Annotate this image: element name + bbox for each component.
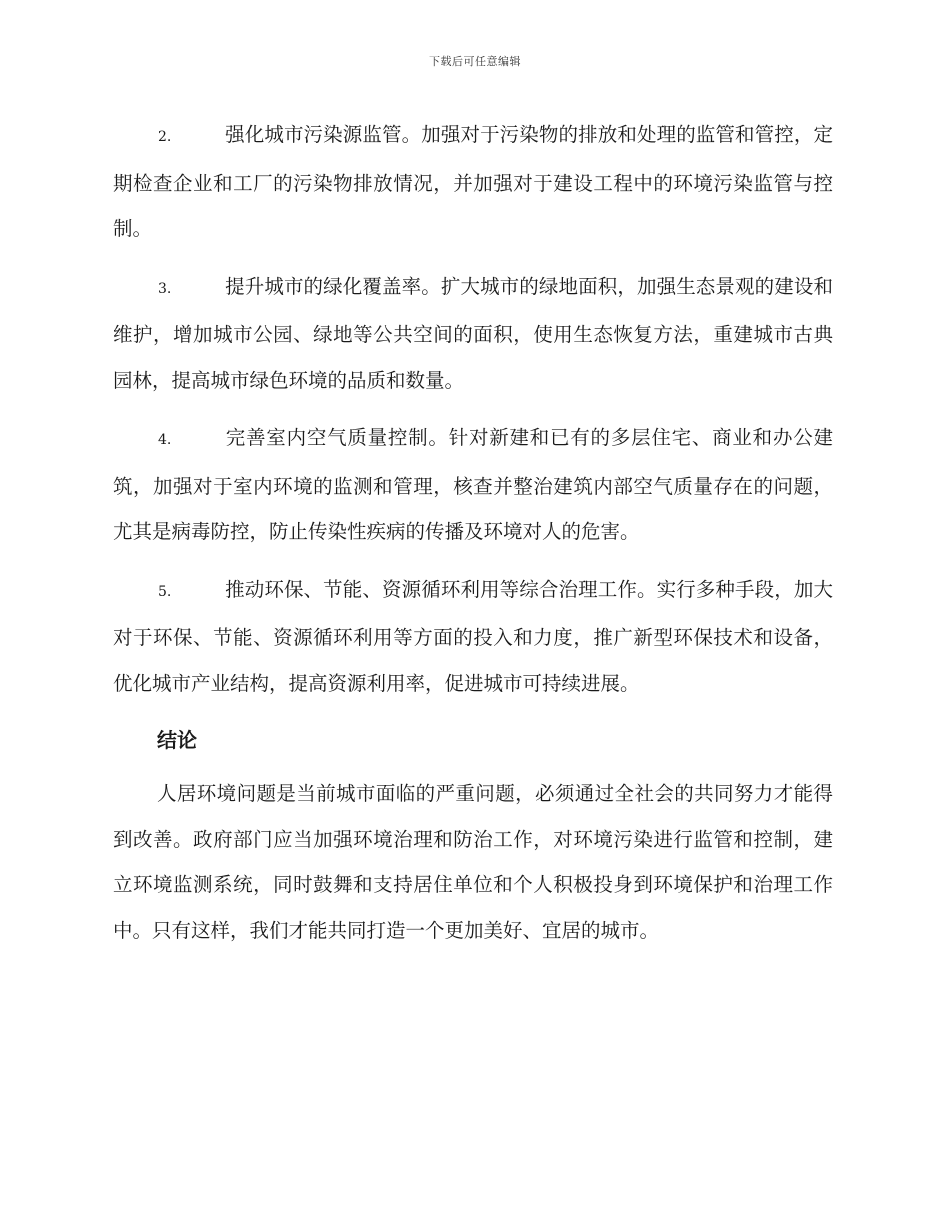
list-item-number: 4. xyxy=(158,432,172,448)
conclusion-heading: 结论 xyxy=(157,728,197,752)
list-item-number: 2. xyxy=(158,129,172,145)
header-note: 下载后可任意编辑 xyxy=(429,55,521,68)
list-item xyxy=(113,415,833,555)
conclusion-paragraph: 人居环境问题是当前城市面临的严重问题，必须通过全社会的共同努力才能得到改善。政府部门应当加强环境治理和防治工作，对环境污染进行监管和控制，建立环境监测系统，同时鼓舞和支持居住单位和个人积极投身到环境保护和治理工作中。只有这样，我们才能共同打造一个更加美好、宜居的城市。 xyxy=(113,782,833,942)
list-item-text: 推动环保、节能、资源循环利用等综合治理工作。实行多种手段，加大对于环保、节能、资源循环利用等方面的投入和力度，推广新型环保技术和设备，优化城市产业结构，提高资源利用率，促进城市可持续进展。 xyxy=(113,577,833,695)
list-item-number: 5. xyxy=(158,583,172,600)
list-item xyxy=(113,112,833,252)
list-item-text: 完善室内空气质量控制。针对新建和已有的多层住宅、商业和办公建筑，加强对于室内环境的监测和管理，核查并整治建筑内部空气质量存在的问题，尤其是病毒防控，防止传染性疾病的传播及环境对人的危害。 xyxy=(113,426,833,543)
list-item xyxy=(113,567,833,707)
list-item-text: 提升城市的绿化覆盖率。扩大城市的绿地面积，加强生态景观的建设和维护，增加城市公园、绿地等公共空间的面积，使用生态恢复方法，重建城市古典园林，提高城市绿色环境的品质和数量。 xyxy=(113,274,833,392)
list-item-text: 强化城市污染源监管。加强对于污染物的排放和处理的监管和管控，定期检查企业和工厂的污染物排放情况，并加强对于建设工程中的环境污染监管与控制。 xyxy=(113,123,833,240)
document-body xyxy=(113,112,833,953)
list-item xyxy=(113,264,833,404)
list-item-number: 3. xyxy=(158,280,172,297)
